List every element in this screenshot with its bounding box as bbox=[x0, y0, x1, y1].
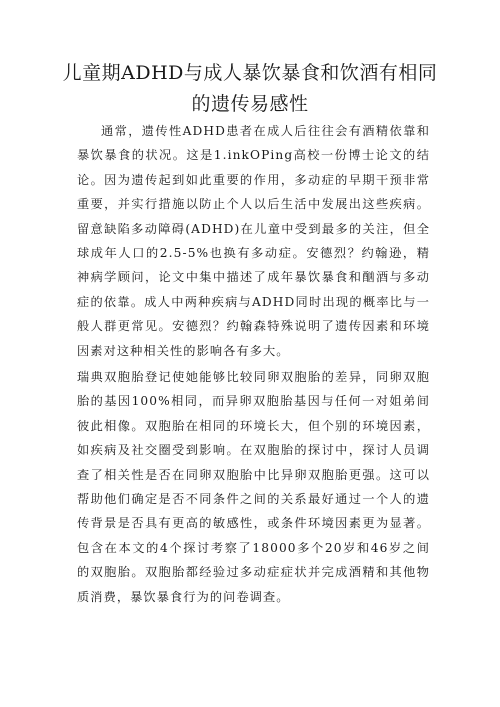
paragraph-twin-study: 瑞典双胞胎登记使她能够比较同卵双胞胎的差异，同卵双胞胎的基因100%相同，而异卵双胞胎基因与任何一对姐弟间彼此相像。双胞胎在相同的环境长大，但个别的环境因素，如疾病及社交圈受到影响。在双胞胎的探讨中，探讨人员调查了相关性是否在同卵双胞胎中比异卵双胞胎更强。这可以帮助他们确定是否不同条件之间的关系最好通过一个人的遗传背景是否具有更高的敏感性，或条件环境因素更为显著。包含在本文的4个探讨考察了18000多个20岁和46岁之间的双胞胎。双胞胎都经验过多动症症状并完成酒精和其他物质消费，暴饮暴食行为的问卷调查。 bbox=[77, 370, 430, 604]
document-title: 儿童期ADHD与成人暴饮暴食和饮酒有相同的遗传易感性 bbox=[62, 62, 438, 115]
paragraph-intro: 通常，遗传性ADHD患者在成人后往往会有酒精依靠和暴饮暴食的状况。这是1.inkOPing高校一份博士论文的结论。因为遗传起到如此重要的作用，多动症的早期干预非常重要，并实行措施以防止个人以后生活中发展出这些疾病。留意缺陷多动障碍(ADHD)在儿童中受到最多的关注，但全球成年人口的2.5-5%也换有多动症。安德烈？约翰逊，精神病学顾问，论文中集中描述了成年暴饮暴食和酗酒与多动症的依靠。成人中两种疾病与ADHD同时出现的概率比与一般人群更常见。安德烈？约翰森特殊说明了遗传因素和环境因素对这种相关性的影响各有多大。 bbox=[77, 124, 430, 358]
